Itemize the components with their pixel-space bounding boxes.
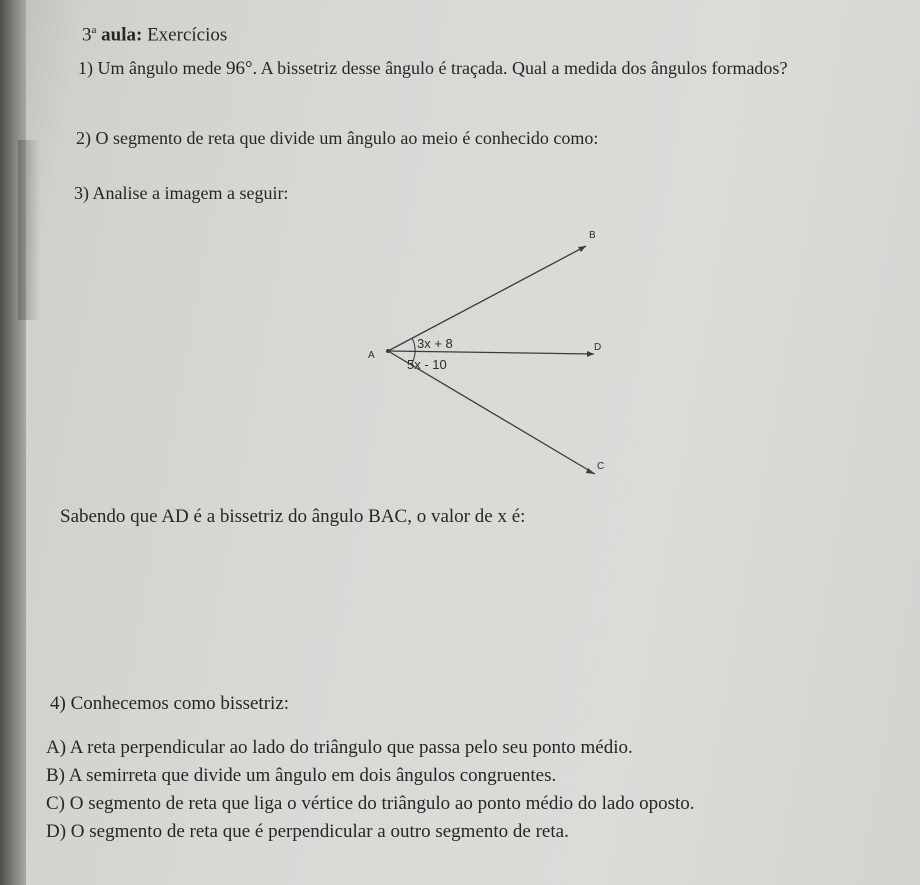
label-D: D (594, 342, 602, 353)
label-A: A (368, 350, 375, 361)
question-3-prompt: Sabendo que AD é a bissetriz do ângulo BAC, o valor de x é: (60, 506, 526, 527)
question-2: 2) O segmento de reta que divide um ângulo ao meio é conhecido como: (76, 128, 599, 148)
label-C: C (597, 461, 605, 472)
arrowhead-D (587, 351, 594, 357)
lesson-label: aula: (101, 24, 143, 46)
question-3: 3) Analise a imagem a seguir: (74, 183, 289, 203)
option-a: A) A reta perpendicular ao lado do triângulo que passa pelo seu ponto médio. (46, 737, 633, 758)
lesson-number: 3 (82, 24, 92, 46)
arrowhead-B (578, 246, 586, 252)
lesson-topic: Exercícios (147, 24, 228, 46)
label-B: B (589, 230, 596, 241)
question-4: 4) Conhecemos como bissetriz: (50, 693, 290, 714)
lesson-number-sup: a (91, 24, 97, 36)
option-d: D) O segmento de reta que é perpendicular a outro segmento de reta. (46, 821, 569, 842)
option-c: C) O segmento de reta que liga o vértice do triângulo ao ponto médio do lado oposto. (46, 793, 695, 814)
point-A (386, 349, 390, 353)
angle-expression-bottom: 5x - 10 (407, 357, 447, 372)
question-1-before: 1) Um ângulo mede (78, 58, 226, 78)
option-b: B) A semirreta que divide um ângulo em dois ângulos congruentes. (46, 765, 557, 786)
angle-expression-top: 3x + 8 (417, 336, 453, 351)
ray-AD (388, 351, 594, 354)
question-1-after: . A bissetriz desse ângulo é traçada. Qual a medida dos ângulos formados? (252, 58, 788, 78)
question-1-value: 96° (225, 58, 253, 79)
